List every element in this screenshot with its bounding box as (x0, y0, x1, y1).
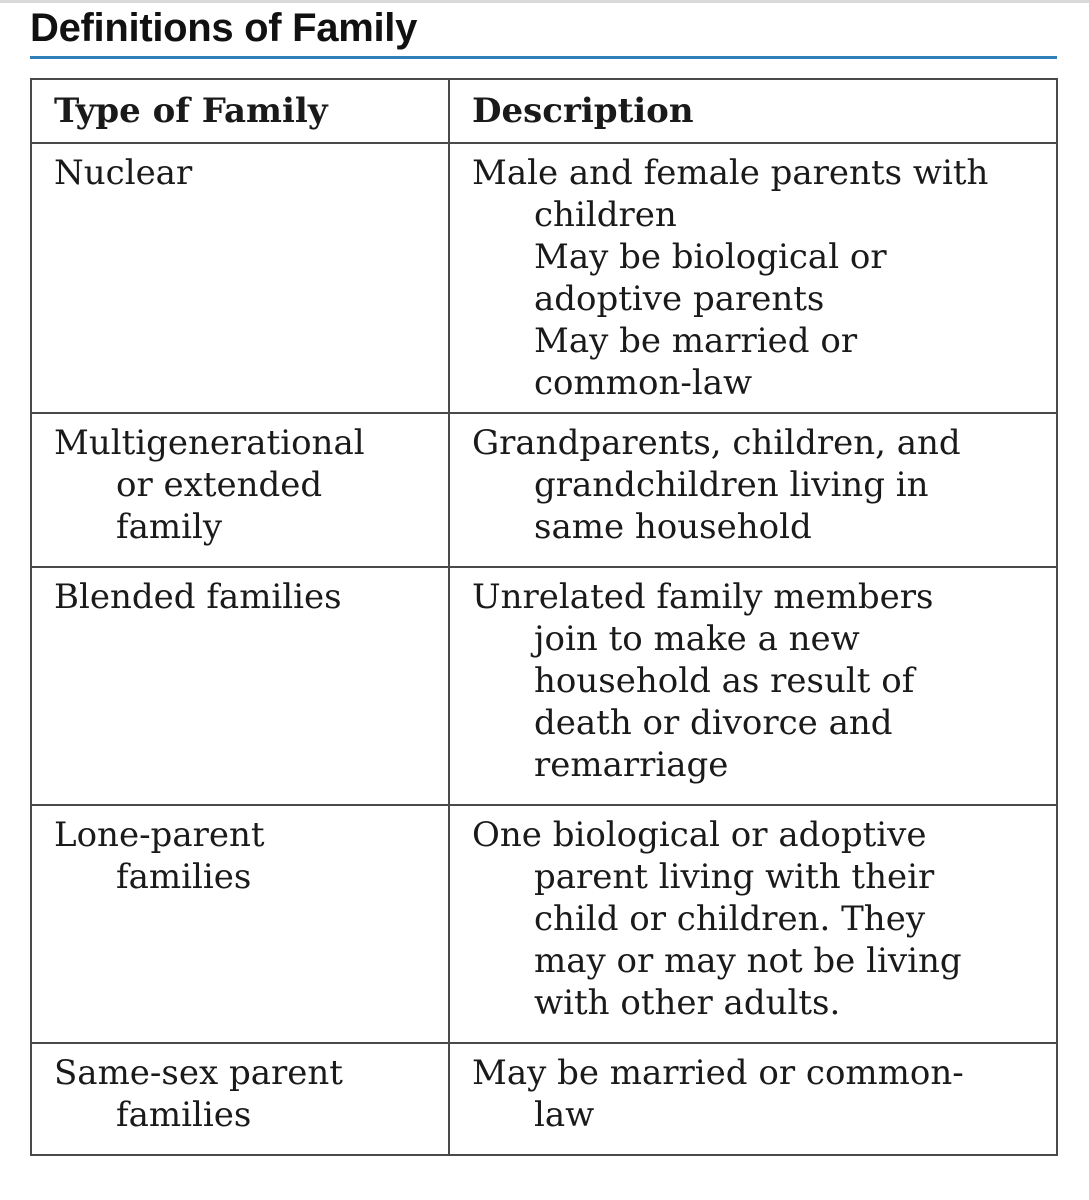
cell-text-line: May be married or (534, 321, 858, 361)
cell-text-line: grandchildren living in (534, 465, 929, 505)
table-row (31, 805, 1057, 1043)
cell-description (449, 413, 1057, 567)
column-header-type: Type of Family (31, 79, 449, 143)
cell-text-line: family (116, 507, 223, 547)
table-row (31, 143, 1057, 413)
cell-text-line: death or divorce and (534, 703, 893, 743)
cell-family-type (31, 1043, 449, 1155)
cell-description (449, 143, 1057, 413)
cell-text-line: One biological or adoptive (472, 815, 927, 855)
cell-text-line: Blended families (54, 577, 342, 617)
cell-text-line: Grandparents, children, and (472, 423, 961, 463)
cell-description (449, 805, 1057, 1043)
cell-family-type (31, 143, 449, 413)
cell-text-line: law (534, 1095, 595, 1135)
cell-text-line: May be biological or (534, 237, 887, 277)
cell-text-line: families (116, 857, 252, 897)
cell-family-type (31, 805, 449, 1043)
cell-description (449, 567, 1057, 805)
cell-text-line: adoptive parents (534, 279, 825, 319)
column-header-description: Description (449, 79, 1057, 143)
table-row (31, 413, 1057, 567)
cell-text-line: parent living with their (534, 857, 935, 897)
cell-text-line: household as result of (534, 661, 915, 701)
table-row (31, 1043, 1057, 1155)
cell-text-line: Lone-parent (54, 815, 265, 855)
cell-text-line: join to make a new (534, 619, 860, 659)
cell-text-line: children (534, 195, 677, 235)
page-title: Definitions of Family (30, 6, 418, 50)
title-underline-divider (30, 56, 1057, 59)
cell-family-type (31, 413, 449, 567)
cell-text-line: common-law (534, 363, 753, 403)
cell-text-line: families (116, 1095, 252, 1135)
cell-text-line: may or may not be living (534, 941, 962, 981)
family-definitions-table (30, 78, 1058, 1156)
cell-family-type (31, 567, 449, 805)
table-row (31, 567, 1057, 805)
cell-text-line: Multigenerational (54, 423, 365, 463)
cell-text-line: child or children. They (534, 899, 926, 939)
cell-text-line: Nuclear (54, 153, 193, 193)
cell-text-line: with other adults. (534, 983, 841, 1023)
cell-text-line: May be married or common- (472, 1053, 964, 1093)
cell-description (449, 1043, 1057, 1155)
cell-text-line: or extended (116, 465, 323, 505)
cell-text-line: Same-sex parent (54, 1053, 343, 1093)
cell-text-line: same household (534, 507, 812, 547)
table-header-row (31, 79, 1057, 143)
cell-text-line: remarriage (534, 745, 729, 785)
cell-text-line: Unrelated family members (472, 577, 934, 617)
cell-text-line: Male and female parents with (472, 153, 989, 193)
